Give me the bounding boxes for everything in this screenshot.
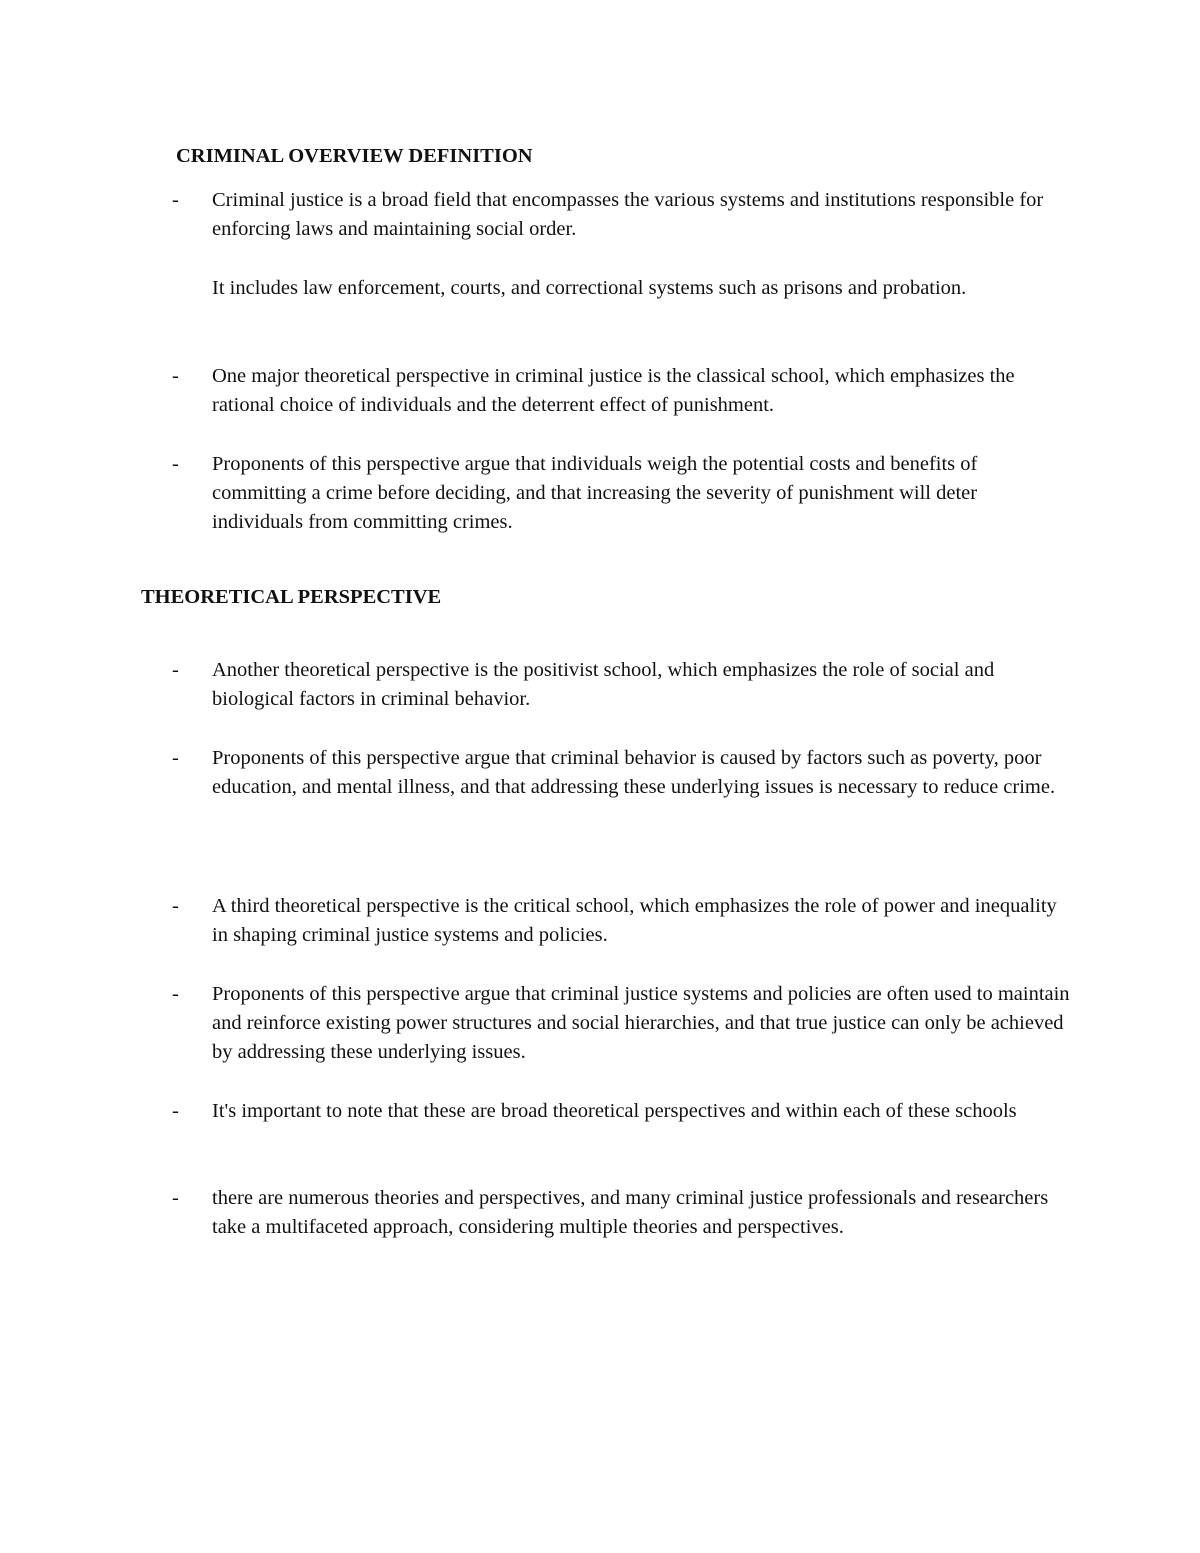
bullet-dash: - xyxy=(172,1187,179,1209)
bullet-dash: - xyxy=(172,895,179,917)
heading-criminal-overview-definition: CRIMINAL OVERVIEW DEFINITION xyxy=(176,145,533,167)
paragraph-continuation: It includes law enforcement, courts, and correctional systems such as prisons and probation. xyxy=(212,277,967,299)
list-item-text: Criminal justice is a broad field that encompasses the various systems and institutions responsible for enforcing laws and maintaining social order. xyxy=(212,189,1044,240)
list-item-text: It's important to note that these are broad theoretical perspectives and within each of these schools xyxy=(212,1100,1017,1122)
heading-theoretical-perspective: THEORETICAL PERSPECTIVE xyxy=(141,586,442,608)
list-item-text: there are numerous theories and perspectives, and many criminal justice professionals and researchers take a multifaceted approach, considering multiple theories and perspectives. xyxy=(212,1187,1049,1238)
list-item-text: Proponents of this perspective argue that criminal justice systems and policies are often used to maintain and reinforce existing power structures and social hierarchies, and that true justice can only be achieved by addressing these underlying issues. xyxy=(212,983,1070,1063)
bullet-dash: - xyxy=(172,189,179,211)
bullet-dash: - xyxy=(172,453,179,475)
bullet-dash: - xyxy=(172,747,179,769)
list-item-text: Another theoretical perspective is the positivist school, which emphasizes the role of social and biological factors in criminal behavior. xyxy=(212,659,995,710)
bullet-dash: - xyxy=(172,983,179,1005)
bullet-dash: - xyxy=(172,1100,179,1122)
list-item-text: One major theoretical perspective in criminal justice is the classical school, which emphasizes the rational choice of individuals and the deterrent effect of punishment. xyxy=(212,365,1015,416)
list-item-text: Proponents of this perspective argue that individuals weigh the potential costs and benefits of committing a crime before deciding, and that increasing the severity of punishment will deter individuals from committing crimes. xyxy=(212,453,978,533)
bullet-dash: - xyxy=(172,659,179,681)
list-item-text: Proponents of this perspective argue that criminal behavior is caused by factors such as poverty, poor education, and mental illness, and that addressing these underlying issues is necessary to reduce crime. xyxy=(212,747,1056,798)
list-item-text: A third theoretical perspective is the critical school, which emphasizes the role of power and inequality in shaping criminal justice systems and policies. xyxy=(212,895,1057,946)
bullet-dash: - xyxy=(172,365,179,387)
